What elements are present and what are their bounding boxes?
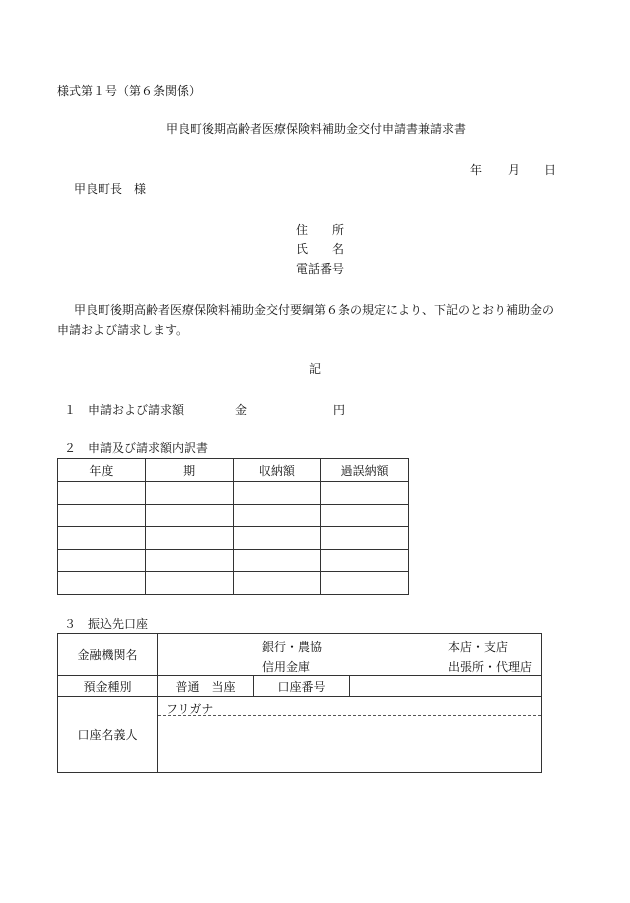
table-cell[interactable] (233, 527, 321, 550)
breakdown-header-row (58, 459, 409, 482)
table-cell[interactable] (145, 572, 233, 595)
deposit-type-label: 預金種別 (58, 676, 158, 697)
date-month: 月 (508, 163, 521, 177)
account-holder-field[interactable] (158, 697, 542, 773)
branch-type-line2: 出張所・代理店 (448, 660, 533, 674)
deposit-type-options[interactable]: 普通 当座 (158, 676, 254, 697)
form-title: 甲良町後期高齢者医療保険料補助金交付申請書兼請求書 (166, 122, 467, 136)
institution-label: 金融機関名 (58, 634, 158, 676)
body-text-line1: 甲良町後期高齢者医療保険料補助金交付要綱第６条の規定により、下記のとおり補助金の (74, 303, 555, 317)
date-day: 日 (544, 163, 557, 177)
table-cell[interactable] (321, 527, 409, 550)
header-amount-received: 収納額 (233, 459, 321, 482)
table-cell[interactable] (145, 504, 233, 527)
table-cell[interactable] (145, 549, 233, 572)
account-number-label: 口座番号 (254, 676, 350, 697)
breakdown-table (57, 458, 409, 595)
form-number: 様式第１号（第６条関係） (57, 84, 202, 98)
table-cell[interactable] (321, 572, 409, 595)
table-row (58, 572, 409, 595)
body-text-line2: 申請および請求します。 (57, 323, 189, 337)
table-cell[interactable] (321, 549, 409, 572)
header-overpayment: 過誤納額 (321, 459, 409, 482)
holder-row (58, 697, 542, 773)
furigana-label: フリガナ (166, 702, 214, 716)
table-row (58, 504, 409, 527)
header-fiscal-year: 年度 (58, 459, 146, 482)
section2-label: ２ 申請及び請求額内訳書 (64, 441, 209, 455)
institution-field[interactable] (158, 634, 542, 676)
table-cell[interactable] (58, 527, 146, 550)
table-row (58, 549, 409, 572)
table-cell[interactable] (58, 504, 146, 527)
bank-account-table (57, 633, 542, 773)
account-number-field[interactable] (350, 676, 542, 697)
table-cell[interactable] (58, 572, 146, 595)
header-period: 期 (145, 459, 233, 482)
account-holder-label: 口座名義人 (58, 697, 158, 773)
table-cell[interactable] (233, 572, 321, 595)
applicant-address-label: 住 所 (296, 223, 345, 237)
section1-label: １ 申請および請求額 (64, 403, 185, 417)
furigana-line[interactable] (158, 697, 541, 716)
ki-heading: 記 (309, 362, 322, 376)
bank-type-line2: 信用金庫 (262, 660, 311, 674)
table-cell[interactable] (321, 482, 409, 505)
deposit-row (58, 676, 542, 697)
section1-kin: 金 (235, 403, 248, 417)
table-cell[interactable] (233, 549, 321, 572)
branch-type-line1: 本店・支店 (448, 640, 509, 654)
bank-type-line1: 銀行・農協 (262, 640, 323, 654)
table-cell[interactable] (321, 504, 409, 527)
table-row (58, 527, 409, 550)
table-cell[interactable] (58, 482, 146, 505)
institution-row (58, 634, 542, 676)
applicant-name-label: 氏 名 (296, 242, 345, 256)
date-year: 年 (470, 163, 483, 177)
section1-yen: 円 (333, 403, 346, 417)
addressee: 甲良町長 様 (74, 182, 147, 196)
table-cell[interactable] (145, 527, 233, 550)
applicant-phone-label: 電話番号 (296, 262, 345, 276)
table-row (58, 482, 409, 505)
section3-label: ３ 振込先口座 (64, 617, 149, 631)
table-cell[interactable] (145, 482, 233, 505)
table-cell[interactable] (233, 482, 321, 505)
table-cell[interactable] (233, 504, 321, 527)
table-cell[interactable] (58, 549, 146, 572)
